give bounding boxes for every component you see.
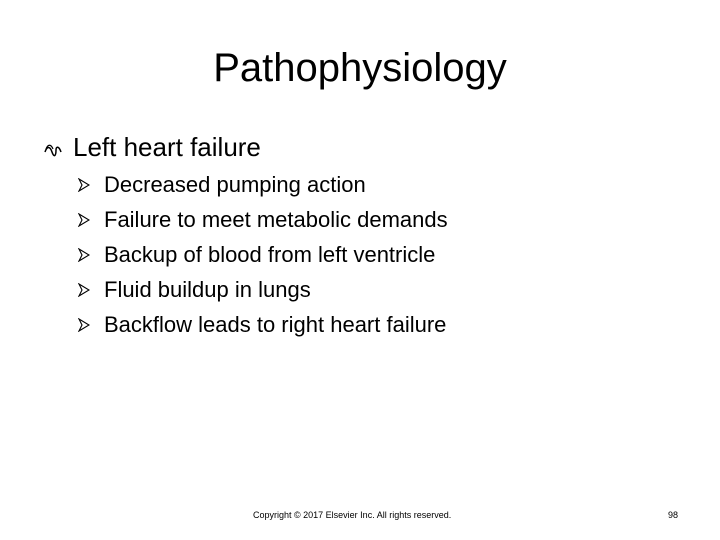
- arrow-bullet-icon: [78, 318, 90, 332]
- sub-bullet-item: [78, 202, 448, 237]
- arrow-bullet-icon: [78, 248, 90, 262]
- sub-bullet-text: Failure to meet metabolic demands: [104, 206, 448, 232]
- sub-bullet-item: [78, 237, 448, 272]
- arrow-bullet-icon: [78, 213, 90, 227]
- sub-bullet-list: [78, 167, 448, 342]
- slide-footer: [0, 509, 720, 523]
- sub-bullet-text: Backup of blood from left ventricle: [104, 241, 436, 267]
- slide-title: Pathophysiology: [213, 46, 507, 90]
- copyright-notice: Copyright © 2017 Elsevier Inc. All rights reserved.: [253, 510, 452, 520]
- sub-bullet-text: Fluid buildup in lungs: [104, 276, 311, 302]
- sub-bullet-text: Decreased pumping action: [104, 171, 366, 197]
- page-number: 98: [667, 510, 678, 520]
- arrow-bullet-icon: [78, 283, 90, 297]
- wave-bullet-icon: [44, 143, 64, 157]
- sub-bullet-item: [78, 272, 448, 307]
- sub-bullet-item: [78, 167, 448, 202]
- sub-bullet-item: [78, 307, 448, 342]
- sub-bullet-text: Backflow leads to right heart failure: [104, 311, 447, 337]
- bullet-left-heart-failure: [44, 130, 261, 164]
- arrow-bullet-icon: [78, 178, 90, 192]
- bullet-text: Left heart failure: [73, 132, 261, 162]
